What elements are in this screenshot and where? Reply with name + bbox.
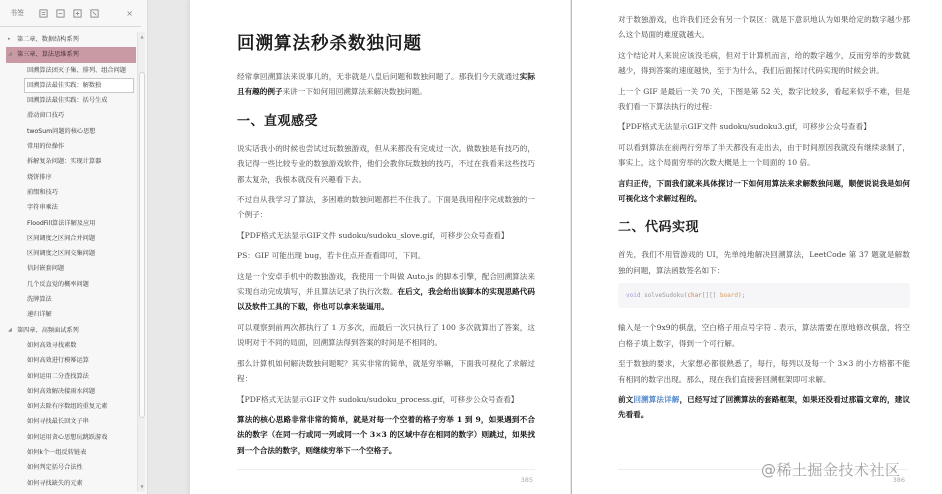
bookmark-item[interactable]: 回溯算法团灭子集、排列、组合问题 [27, 66, 126, 74]
paragraph-with-link: 前文回溯算法详解，已经写过了回溯算法的套路框架，如果还没看过那篇文章的，建议先看看。 [618, 394, 911, 420]
bookmark-item[interactable]: 拆解复杂问题：实现计算器 [27, 158, 102, 166]
bookmark-item[interactable]: 区间调度之区间合并问题 [27, 234, 96, 242]
pdf-page-385 [190, 0, 570, 494]
scroll-up-arrow-icon[interactable]: ▲ [140, 34, 144, 39]
close-icon[interactable]: × [126, 8, 133, 18]
paragraph: 至于数独的要求，大家想必都很熟悉了，每行，每列以及每一个 3×3 的小方格都不能有相同的数字出现。那么，现在我们直接套回溯框架即可求解。 [618, 359, 910, 384]
bookmark-chapter-3[interactable]: ◢ 第三章、算法思维系列 [6, 47, 136, 62]
page-number: 385 [520, 476, 533, 484]
bookmarks-title: 书签 [10, 9, 24, 17]
bookmark-item[interactable]: 如何k个一组反转链表 [27, 449, 87, 457]
paragraph-bold: 言归正传，下面我们就来具体探讨一下如何用算法来求解数独问题，顺便说说我是如何可视化这个求解过程的。 [618, 178, 910, 204]
backtracking-article-link[interactable]: 回溯算法详解 [633, 394, 680, 404]
section-heading-1: 一、直观感受 [237, 113, 319, 129]
gif-placeholder-note: 【PDF格式无法显示GIF文件 sudoku/sudoku_slove.gif，可移步公众号查看】 [237, 230, 509, 240]
bookmarks-header [0, 0, 141, 27]
bookmark-item[interactable]: 如何运用贪心思想玩跳跃游戏 [27, 433, 108, 441]
section-heading-2: 二、代码实现 [618, 220, 700, 236]
expanded-triangle-icon[interactable]: ◢ [8, 326, 12, 333]
paragraph: 上一个 GIF 是最后一关 70 关，下图是第 52 关，数字比较多，看起来似乎不难，但是我们看一下算法执行的过程： [618, 86, 910, 112]
gif-placeholder-note: 【PDF格式无法显示GIF文件 sudoku/sudoku_process.gif，可移步公众号查看】 [237, 394, 519, 404]
bookmark-item[interactable]: 区间调度之区间交集问题 [27, 250, 96, 258]
bookmark-item[interactable]: 如何运用二分查找算法 [27, 372, 89, 380]
paragraph: 那么计算机如何解决数独问题呢？其实非常的简单，就是穷举嘛，下面我可视化了求解过程： [237, 358, 535, 384]
bookmark-item[interactable]: 烧饼排序 [27, 173, 52, 181]
paragraph: 说实话我小的时候也尝试过玩数独游戏，但从来都没有完成过一次。做数独是有技巧的，我记得一些比较专业的数独游戏软件，他们会教你玩数独的技巧，不过在我看来这些技巧都太复杂，我根本就没有兴趣看下去。 [237, 143, 535, 184]
bookmark-item[interactable]: 洗牌算法 [27, 296, 52, 304]
bookmark-item-selected[interactable]: 回溯算法最佳实践：解数独 [24, 78, 134, 93]
bookmark-tree [0, 32, 136, 494]
pdf-page-386 [571, 0, 942, 494]
paragraph: 不过自从我学习了算法，多困难的数独问题都拦不住我了。下面是我用程序完成数独的一个例子： [237, 195, 535, 220]
bookmark-add-icon[interactable] [72, 9, 82, 18]
paragraph: 这个结论对人来说应该没毛病，但对于计算机而言，给的数字越少，反而穷举的步数就越少，得到答案的速度越快，至于为什么，我们后面探讨代码实现的时候会讲。 [618, 50, 910, 76]
bookmarks-scrollbar[interactable] [137, 32, 145, 492]
bookmark-item[interactable]: 滑动窗口技巧 [27, 112, 65, 120]
page-content [237, 32, 535, 463]
bookmark-item[interactable]: 信封嵌套问题 [27, 265, 65, 273]
bookmark-item[interactable]: 常用的位操作 [27, 143, 65, 151]
bookmark-item[interactable]: 回溯算法最佳实践：括号生成 [27, 97, 108, 105]
footer-divider [237, 469, 535, 470]
paragraph: 可以观察到前两次都执行了 1 万多次，而最后一次只执行了 100 多次就算出了答案，这说明对于不同的局面，回溯算法得到答案的时间是不相同的。 [237, 322, 535, 348]
bookmark-item[interactable]: 如何高效进行模幂运算 [27, 357, 89, 365]
page-content [618, 12, 910, 428]
page-number: 386 [892, 476, 905, 484]
gif-placeholder-note: 【PDF格式无法显示GIF文件 sudoku/sudoku3.gif，可移步公众号查看】 [618, 122, 871, 132]
scroll-down-arrow-icon[interactable]: ▼ [140, 484, 144, 489]
bookmark-remove-icon[interactable] [89, 9, 99, 18]
bookmark-item[interactable]: 如何寻找最长回文子串 [27, 418, 89, 426]
bookmark-item[interactable]: FloodFill算法详解及应用 [27, 219, 96, 227]
paragraph: 对于数独游戏，也许我们还会有另一个误区：就是下意识地认为如果给定的数字越少那么这个局面的难度就越大。 [618, 15, 910, 40]
bookmark-chapter-4[interactable]: ◢ 第四章、高频面试系列 [0, 323, 136, 338]
bookmark-item[interactable]: 如何去除有序数组的重复元素 [27, 403, 108, 411]
scrollbar-thumb[interactable] [139, 72, 145, 418]
bookmark-item[interactable]: twoSum问题的核心思想 [27, 127, 96, 135]
paragraph: 这是一个安卓手机中的数独游戏，我使用一个叫做 Auto.js 的脚本引擎，配合回溯算法来实现自动完成填写，并且算法记录了执行次数。在后文，我会给出该脚本的实现思路代码以及软件工具的下载，你也可以拿来装逼用。 [237, 271, 536, 312]
paragraph: 可以看到算法在前两行穷举了半天都没有走出去，由于时间原因我就没有继续录制了，事实上，这个局面穷举的次数大概是上一个局面的 10 倍。 [618, 142, 910, 168]
paragraph: 首先，我们不用管游戏的 UI，先单纯地解决回溯算法，LeetCode 第 37 题就是解数独的问题，算法函数签名如下： [618, 250, 910, 275]
page-title: 回溯算法秒杀数独问题 [237, 34, 422, 54]
bookmark-chapter-2[interactable]: ▸ 第二章、数据结构系列 [0, 32, 136, 47]
watermark: @稀土掘金技术社区 [761, 461, 901, 479]
collapsed-triangle-icon[interactable]: ▸ [8, 36, 11, 42]
expand-all-icon[interactable] [38, 9, 48, 18]
bookmarks-panel [0, 0, 148, 494]
collapse-all-icon[interactable] [55, 9, 65, 18]
bookmark-item[interactable]: 几个反直觉的概率问题 [27, 280, 89, 288]
bookmark-item[interactable]: 递归详解 [27, 311, 52, 319]
bookmark-item[interactable]: 如何高效寻找素数 [27, 341, 77, 349]
bookmark-item[interactable]: 如何判定括号合法性 [27, 464, 83, 472]
intro-paragraph: 经常拿回溯算法来说事儿的，无非就是八皇后问题和数独问题了。那我们今天就通过实际且有趣的例子来讲一下如何用回溯算法来解决数独问题。 [237, 72, 536, 97]
bookmark-item[interactable]: 如何高效解决接雨水问题 [27, 387, 96, 395]
paragraph: 输入是一个9x9的棋盘，空白格子用点号字符 . 表示，算法需要在原地修改棋盘，将空白格子填上数字，得到一个可行解。 [618, 323, 910, 348]
expanded-triangle-icon[interactable]: ◢ [8, 51, 12, 58]
code-block: void solveSudoku(char[][] board); [618, 283, 910, 308]
paragraph-bold: 算法的核心思路非常非常的简单，就是对每一个空着的格子穷举 1 到 9，如果遇到不合法的数字（在同一行或同一列或同一个 3×3 的区域中存在相同的数字）则跳过，如果找到一个合法的数字，则继续穷举下一个空格子。 [237, 414, 535, 455]
bookmark-item[interactable]: 如何寻找缺失的元素 [27, 479, 83, 487]
bookmark-item[interactable]: 前缀和技巧 [27, 188, 58, 196]
paragraph: PS：GIF 可能出现 bug，若卡住点开查看即可，下同。 [237, 251, 426, 261]
bookmark-item[interactable]: 字符串乘法 [27, 204, 58, 212]
